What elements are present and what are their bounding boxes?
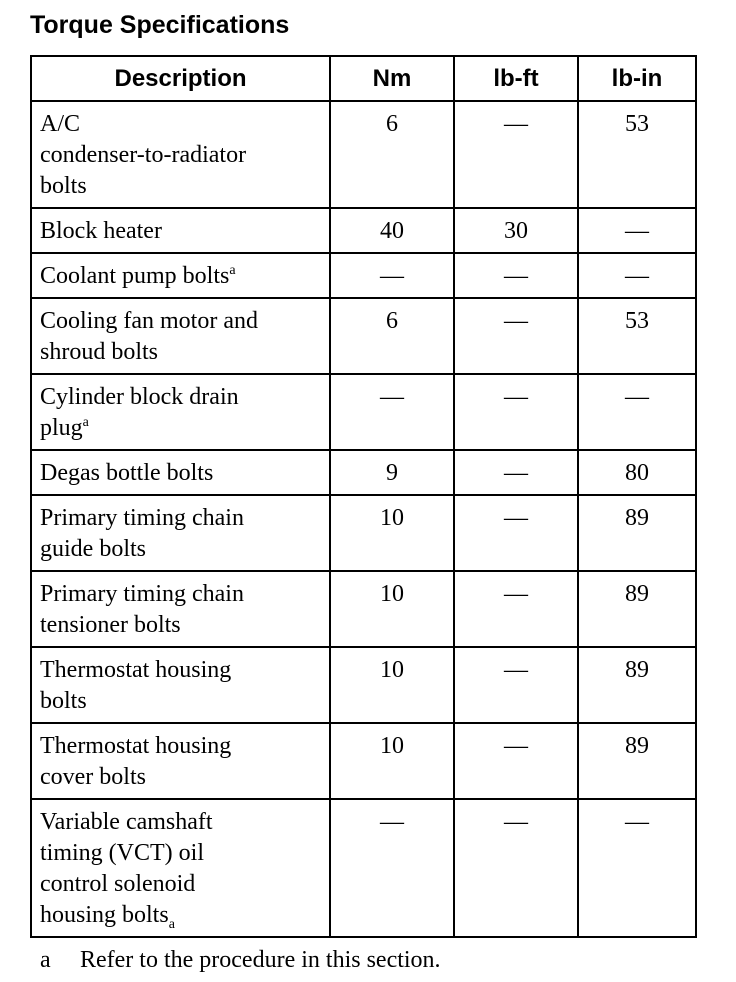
row-lb-ft: — xyxy=(454,723,578,799)
row-description-text: Coolant pump bolts xyxy=(40,263,230,289)
row-nm: 10 xyxy=(330,571,454,647)
row-lb-ft: — xyxy=(454,253,578,298)
row-lb-in: 80 xyxy=(578,450,696,495)
row-lb-in: 89 xyxy=(578,495,696,571)
table-row xyxy=(31,298,696,374)
footnote-mark: a xyxy=(40,947,51,973)
row-lb-ft: — xyxy=(454,101,578,208)
row-nm: 10 xyxy=(330,647,454,723)
footnote-marker: a xyxy=(82,415,89,430)
row-lb-in: 53 xyxy=(578,298,696,374)
table-row xyxy=(31,723,696,799)
torque-spec-table xyxy=(30,55,697,938)
table-row xyxy=(31,571,696,647)
header-lb-in: lb-in xyxy=(578,56,696,101)
table-row xyxy=(31,253,696,298)
row-description: Primary timing chain guide bolts xyxy=(31,495,330,571)
row-lb-in: — xyxy=(578,374,696,450)
row-lb-ft: — xyxy=(454,571,578,647)
row-description: Thermostat housing cover bolts xyxy=(31,723,330,799)
footnote xyxy=(40,944,441,976)
row-nm: — xyxy=(330,374,454,450)
row-lb-in: — xyxy=(578,253,696,298)
row-lb-ft: — xyxy=(454,799,578,937)
table-row xyxy=(31,450,696,495)
row-nm: 10 xyxy=(330,723,454,799)
row-nm: 6 xyxy=(330,298,454,374)
row-lb-ft: — xyxy=(454,495,578,571)
row-description: Block heater xyxy=(31,208,330,253)
row-description xyxy=(31,253,330,298)
table-row xyxy=(31,647,696,723)
row-lb-ft: — xyxy=(454,647,578,723)
header-nm: Nm xyxy=(330,56,454,101)
header-description: Description xyxy=(31,56,330,101)
page-title: Torque Specifications xyxy=(30,11,290,39)
footnote-text: Refer to the procedure in this section. xyxy=(80,947,441,973)
table-row xyxy=(31,374,696,450)
row-description: Degas bottle bolts xyxy=(31,450,330,495)
row-lb-in: 89 xyxy=(578,571,696,647)
row-nm: 9 xyxy=(330,450,454,495)
row-nm: — xyxy=(330,253,454,298)
row-description: Variable camshaft timing (VCT) oil control solenoid housing bolts$_a$ xyxy=(31,799,330,937)
row-lb-ft: 30 xyxy=(454,208,578,253)
table-row xyxy=(31,799,696,937)
row-description: Primary timing chain tensioner bolts xyxy=(31,571,330,647)
footnote-marker: a xyxy=(168,916,175,932)
row-description: A/C condenser-to-radiator bolts xyxy=(31,101,330,208)
table-row xyxy=(31,101,696,208)
footnote-marker: a xyxy=(229,263,236,278)
table-row xyxy=(31,208,696,253)
row-lb-ft: — xyxy=(454,298,578,374)
row-description: Cooling fan motor and shroud bolts xyxy=(31,298,330,374)
row-nm: 6 xyxy=(330,101,454,208)
row-lb-ft: — xyxy=(454,450,578,495)
row-lb-in: 89 xyxy=(578,723,696,799)
row-lb-in: — xyxy=(578,799,696,937)
table-header-row xyxy=(31,56,696,101)
row-lb-in: 53 xyxy=(578,101,696,208)
row-nm: 10 xyxy=(330,495,454,571)
row-lb-in: 89 xyxy=(578,647,696,723)
header-lb-ft: lb-ft xyxy=(454,56,578,101)
row-nm: 40 xyxy=(330,208,454,253)
row-description: Thermostat housing bolts xyxy=(31,647,330,723)
row-lb-ft: — xyxy=(454,374,578,450)
table-row xyxy=(31,495,696,571)
row-nm: — xyxy=(330,799,454,937)
row-description: Cylinder block drain plug$^a$ xyxy=(31,374,330,450)
row-lb-in: — xyxy=(578,208,696,253)
